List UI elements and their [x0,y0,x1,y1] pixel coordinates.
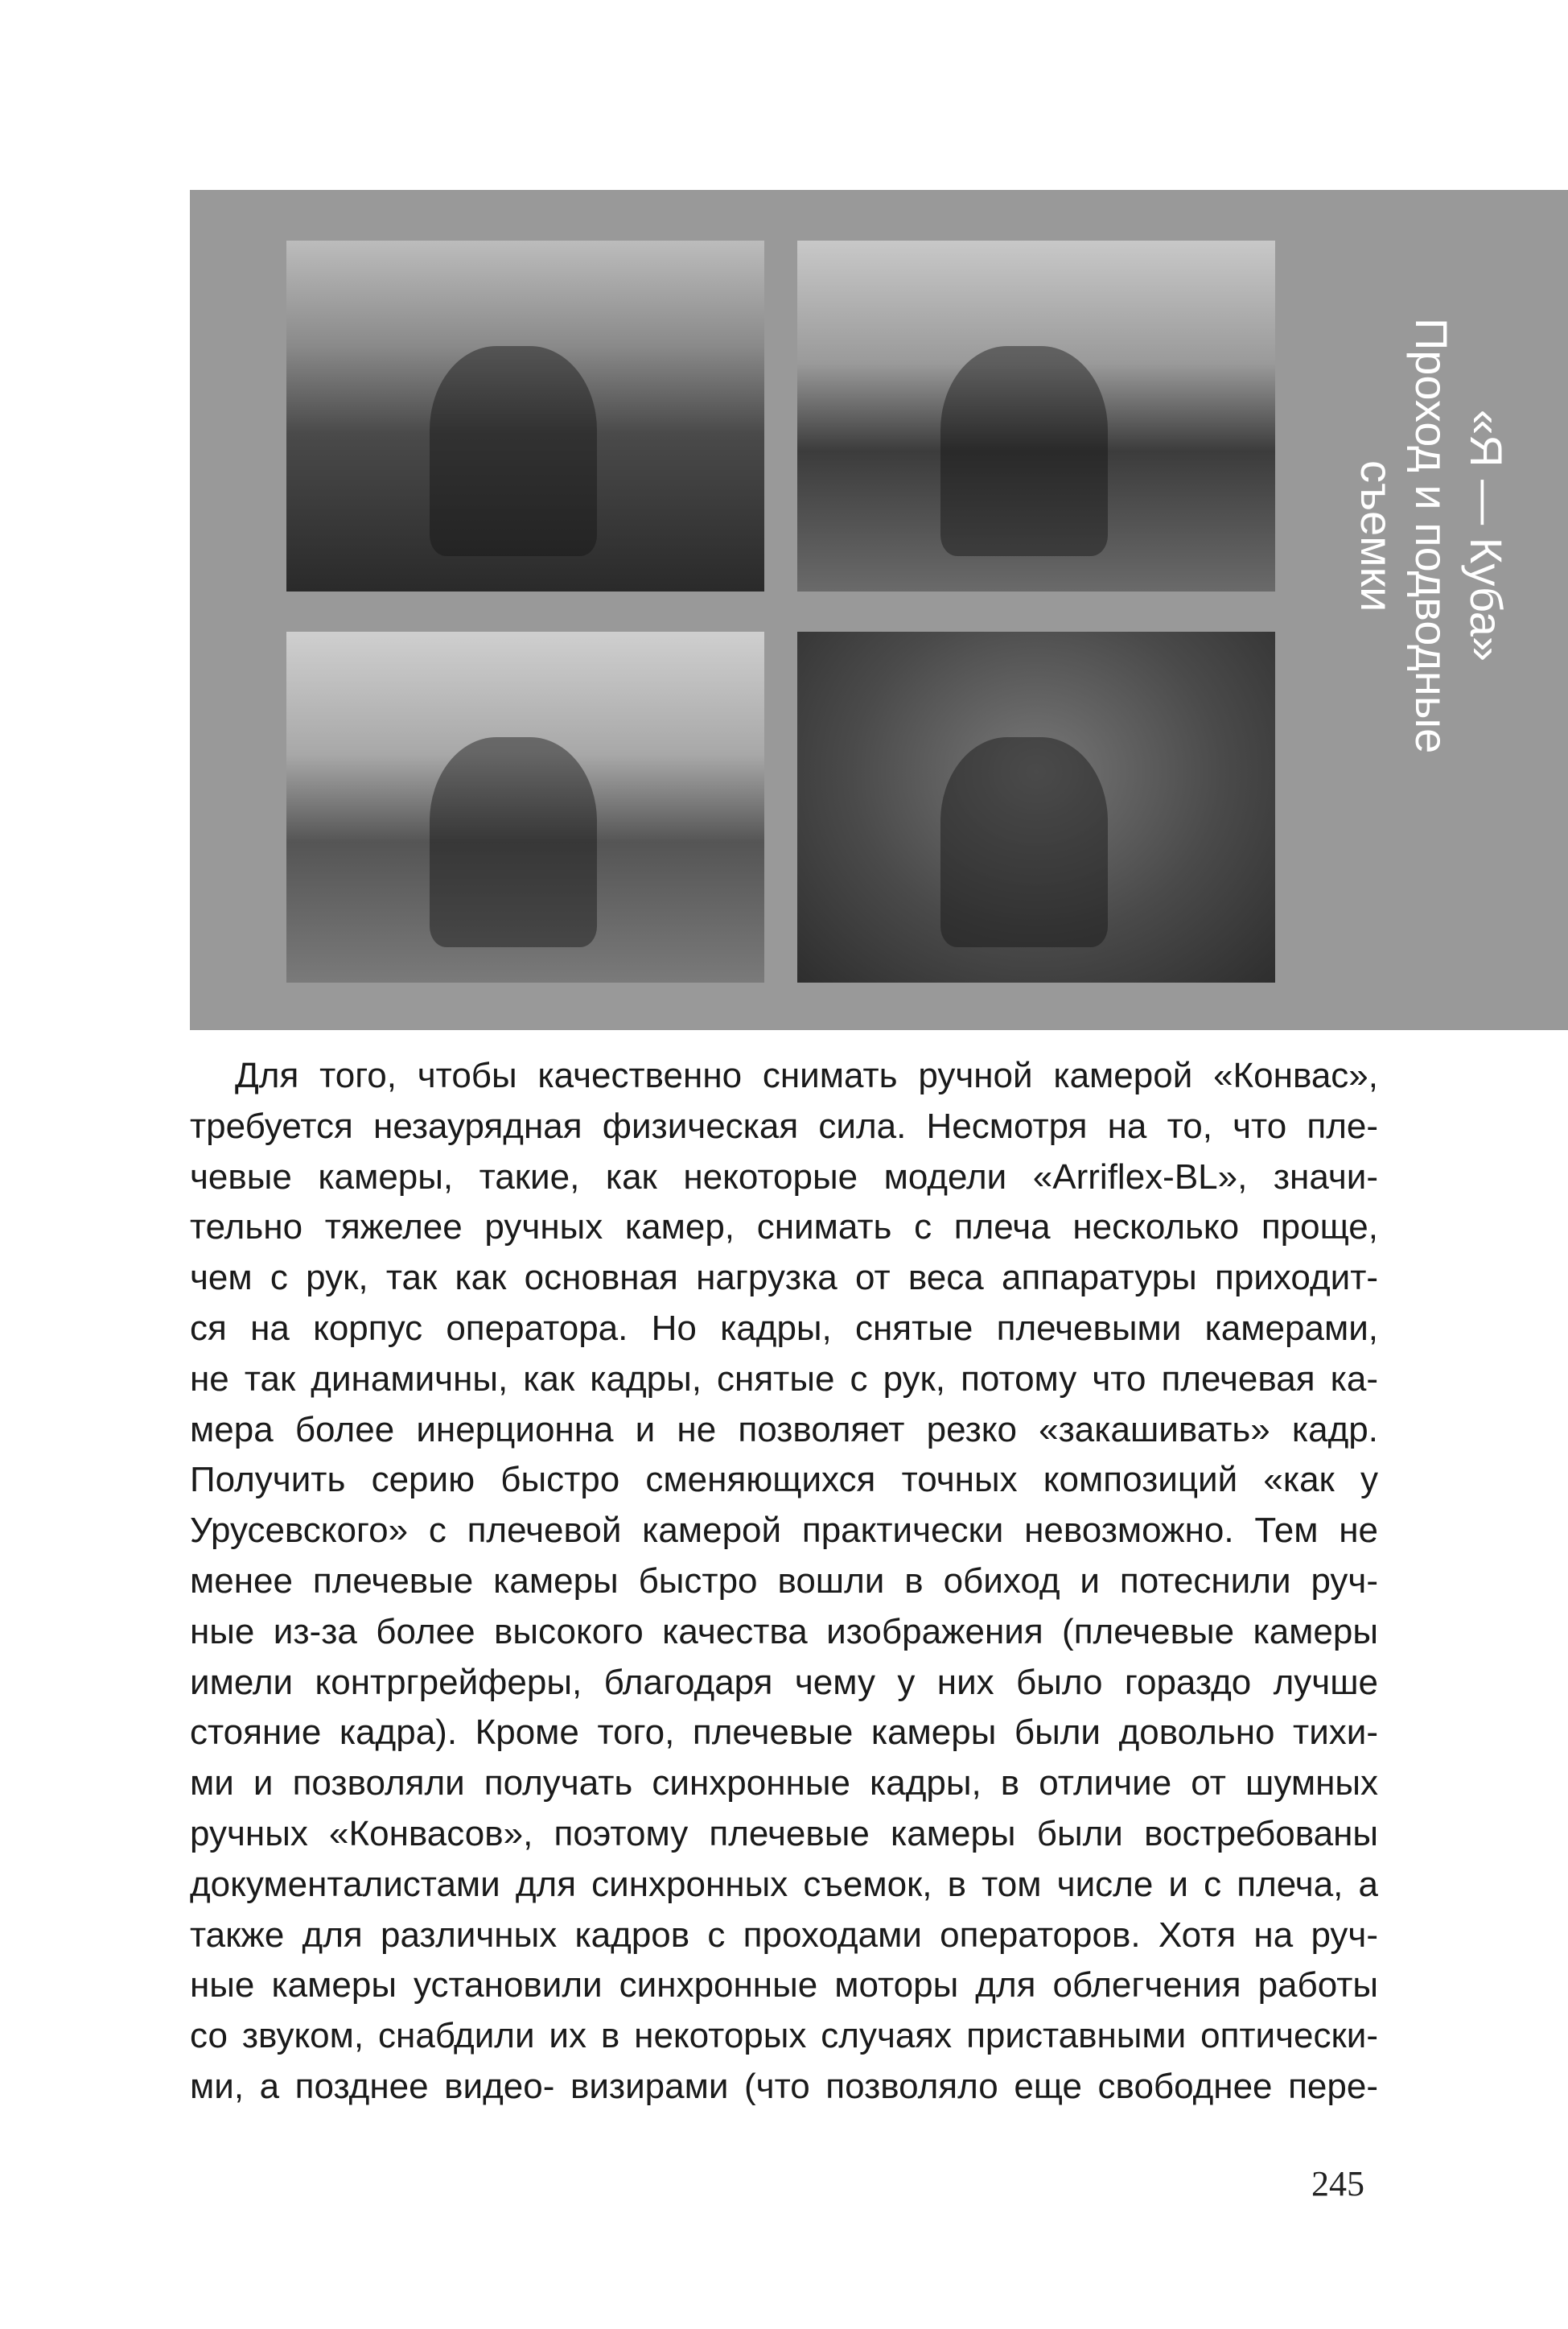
text-line: со звуком, снабдили их в некоторых случаях приставными оптически- [190,2016,1378,2056]
chapter-title: «Я — Куба» [1461,410,1512,662]
text-line: документалистами для синхронных съемок, в том числе и с плеча, а [190,1864,1378,1904]
text-line: ми, а позднее видео- визирами (что позволяло еще свободнее пере- [190,2066,1378,2106]
text-line: ся на корпус оператора. Но кадры, снятые плечевыми камерами, [190,1308,1378,1348]
text-line: ми и позволяли получать синхронные кадры, в отличие от шумных [190,1763,1378,1803]
photo-underwater [797,632,1275,983]
text-line: ручных «Конвасов», поэтому плечевые камеры были востребованы [190,1813,1378,1853]
photo-woman-pool-edge [797,241,1275,592]
text-line: стояние кадра). Кроме того, плечевые камеры были довольно тихи- [190,1713,1378,1753]
text-line: имели контргрейферы, благодаря чему у них было гораздо лучше [190,1662,1378,1702]
text-line: ные из-за более высокого качества изображения (плечевые камеры [190,1611,1378,1651]
text-line: ные камеры установили синхронные моторы для облегчения работы [190,1965,1378,2005]
text-line: тельно тяжелее ручных камер, снимать с плеча несколько проще, [190,1207,1378,1247]
photo-woman-bikini-dancing [286,632,764,983]
text-line: также для различных кадров с проходами операторов. Хотя на руч- [190,1915,1378,1955]
photo-band [190,190,1568,1030]
text-line: чем с рук, так как основная нагрузка от веса аппаратуры приходит- [190,1258,1378,1298]
text-line: Получить серию быстро сменяющихся точных композиций «как у [190,1460,1378,1500]
text-line: Урусевского» с плечевой камерой практически невозможно. Тем не [190,1511,1378,1551]
body-text [190,1051,1378,2113]
photo-card-players [286,241,764,592]
text-line: Для того, чтобы качественно снимать ручной камерой «Конвас», [235,1056,1378,1095]
chapter-subtitle: Проход и подводные съемки [1352,318,1457,754]
chapter-title-vertical [1352,278,1513,794]
text-line: не так динамичны, как кадры, снятые с рук, потому что плечевая ка- [190,1358,1378,1399]
text-line: мера более инерционна и не позволяет резко «закашивать» кадр. [190,1409,1378,1449]
text-line: чевые камеры, такие, как некоторые модели «Arriflex-BL», значи- [190,1156,1378,1197]
text-line: требуется незаурядная физическая сила. Несмотря на то, что пле- [190,1106,1378,1146]
page-number: 245 [1311,2164,1364,2203]
text-line: менее плечевые камеры быстро вошли в обиход и потеснили руч- [190,1560,1378,1601]
